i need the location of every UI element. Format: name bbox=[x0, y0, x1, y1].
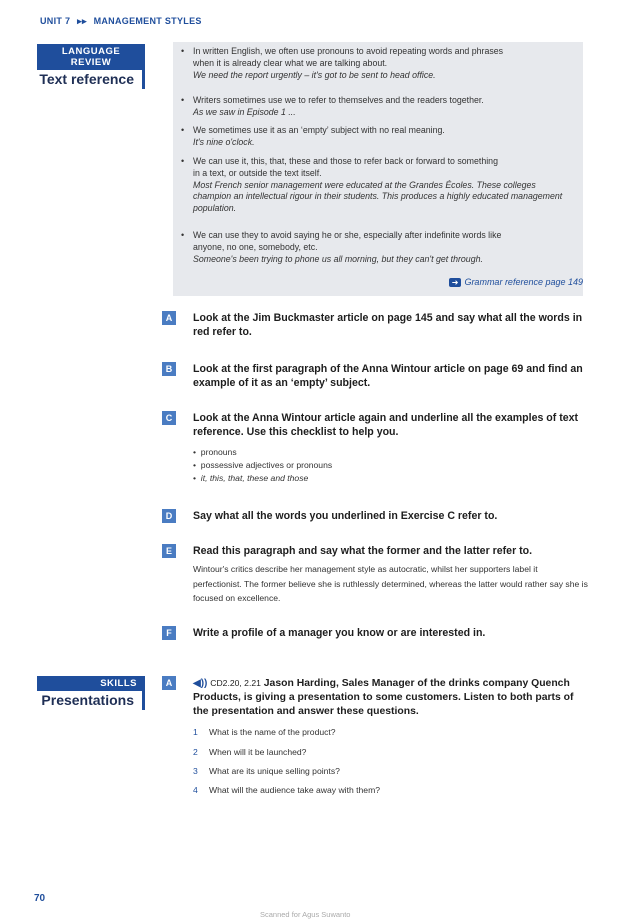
review-example: As we saw in Episode 1 ... bbox=[193, 106, 296, 117]
exercise-b-instruction: Look at the first paragraph of the Anna Wintour article on page 69 and find an example of it as an ‘empty’ subject. bbox=[193, 363, 583, 389]
checklist-item: • it, this, that, these and those bbox=[193, 473, 309, 483]
question-item: 4 What will the audience take away with them? bbox=[193, 785, 381, 795]
unit-title: MANAGEMENT STYLES bbox=[93, 16, 202, 26]
scan-watermark: Scanned for Agus Suwanto bbox=[260, 910, 351, 919]
exercise-e-instruction: Read this paragraph and say what the former and the latter refer to. bbox=[193, 545, 533, 557]
exercise-letter-badge: C bbox=[162, 411, 176, 425]
checklist bbox=[193, 446, 332, 485]
bullet-icon: • bbox=[181, 46, 185, 56]
skills-label bbox=[37, 676, 145, 710]
review-bullet: • We can use they to avoid saying he or she, especially after indefinite words like anyone, no one, somebody, etc. Someone's been trying to phone us all morning, but they can't get through. bbox=[193, 230, 563, 265]
exercise-letter-badge: E bbox=[162, 544, 176, 558]
review-bullet: • In written English, we often use pronouns to avoid repeating words and phrases when it is already clear what we are talking about. We need the report urgently – it's got to be sent to head office. bbox=[193, 46, 563, 81]
checklist-item: • pronouns bbox=[193, 447, 237, 457]
review-example: Someone's been trying to phone us all morning, but they can't get through. bbox=[193, 253, 483, 264]
section-title-text-reference: Text reference bbox=[37, 70, 145, 89]
language-review-label bbox=[37, 44, 145, 89]
review-example: It's nine o'clock. bbox=[193, 136, 255, 147]
double-arrow-icon: ▸▸ bbox=[77, 16, 87, 26]
question-item: 3 What are its unique selling points? bbox=[193, 766, 340, 776]
bullet-icon: • bbox=[181, 230, 185, 240]
review-example: We need the report urgently – it's got to be sent to head office. bbox=[193, 69, 436, 80]
cd-track: CD2.20, 2.21 bbox=[210, 678, 261, 688]
skills-tab: SKILLS bbox=[37, 676, 145, 691]
review-example: Most French senior management were educated at the Grandes Écoles. These colleges champion an intellectual rigour in their students. This produces a highly educated management population. bbox=[193, 179, 563, 214]
exercise-e-paragraph: Wintour's critics describe her management style as autocratic, whilst her supporters label it perfectionist. The former believe she is ruthlessly determined, whereas the latter would rather say she is focused on excellence. bbox=[193, 564, 588, 603]
exercise-letter-badge: D bbox=[162, 509, 176, 523]
question-item: 2 When will it be launched? bbox=[193, 747, 307, 757]
review-bullet: • We can use it, this, that, these and those to refer back or forward to something in a text, or outside the text itself. Most French senior management were educated at the Grandes Écoles. These colleges champion an intellectual rigour in their students. This produces a highly educated management population. bbox=[181, 156, 563, 214]
bullet-icon: • bbox=[181, 156, 185, 166]
speaker-icon[interactable]: ◀)) bbox=[193, 678, 208, 689]
exercise-letter-badge: F bbox=[162, 626, 176, 640]
page-number: 70 bbox=[34, 893, 46, 904]
review-bullet: • Writers sometimes use we to refer to themselves and the readers together. As we saw in Episode 1 ... bbox=[193, 95, 563, 119]
checklist-item: • possessive adjectives or pronouns bbox=[193, 460, 333, 470]
exercise-d-instruction: Say what all the words you underlined in Exercise C refer to. bbox=[193, 510, 498, 522]
question-item: 1 What is the name of the product? bbox=[193, 727, 336, 737]
skills-a-instruction: ◀)) CD2.20, 2.21 Jason Harding, Sales Manager of the drinks company Quench Products, is giving a presentation to some customers. Listen to both parts of the presentation and answer these questions. bbox=[193, 678, 574, 717]
arrow-right-icon: ➜ bbox=[449, 278, 462, 287]
bullet-icon: • bbox=[181, 95, 185, 105]
language-review-tab: LANGUAGE REVIEW bbox=[37, 44, 145, 70]
grammar-reference-link[interactable]: ➜ Grammar reference page 149 bbox=[449, 277, 583, 287]
review-bullet: • We sometimes use it as an ‘empty’ subject with no real meaning. It's nine o'clock. bbox=[193, 125, 563, 149]
unit-header bbox=[40, 16, 202, 27]
exercise-a-instruction: Look at the Jim Buckmaster article on page 145 and say what all the words in red refer to. bbox=[193, 312, 583, 338]
section-title-presentations: Presentations bbox=[37, 691, 145, 710]
exercise-letter-badge: B bbox=[162, 362, 176, 376]
exercise-letter-badge: A bbox=[162, 311, 176, 325]
exercise-f-instruction: Write a profile of a manager you know or are interested in. bbox=[193, 627, 486, 639]
exercise-c-instruction: Look at the Anna Wintour article again and underline all the examples of text reference. Use this checklist to help you. bbox=[193, 412, 579, 438]
bullet-icon: • bbox=[181, 125, 185, 135]
exercise-letter-badge: A bbox=[162, 676, 176, 690]
unit-label: UNIT 7 bbox=[40, 16, 71, 26]
